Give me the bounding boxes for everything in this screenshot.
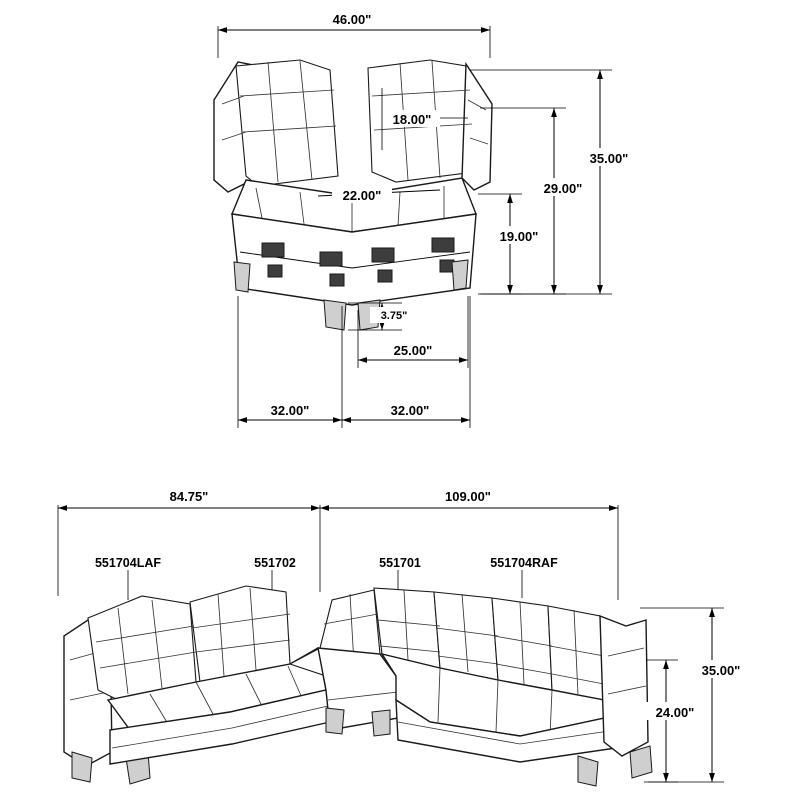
dim-18-00: 18.00" (392, 112, 432, 127)
dim-32-00-right: 32.00" (390, 403, 430, 418)
dim-109-00: 109.00" (445, 489, 491, 504)
dim-24-00: 24.00" (655, 705, 695, 720)
part-label-551704RAF: 551704RAF (490, 556, 558, 570)
sectional-drawing (58, 486, 752, 786)
dim-35-00-corner: 35.00" (589, 151, 629, 166)
dim-32-00-left: 32.00" (270, 403, 310, 418)
dim-22-00: 22.00" (342, 188, 382, 203)
dim-19-00: 19.00" (499, 229, 539, 244)
dim-3-75: 3.75" (380, 310, 408, 322)
part-label-551704LAF: 551704LAF (94, 556, 162, 570)
dim-46-00: 46.00" (332, 12, 372, 27)
dim-35-00-sectional: 35.00" (701, 663, 741, 678)
dim-84-75: 84.75" (169, 489, 209, 504)
part-label-551701: 551701 (379, 556, 421, 570)
dim-29-00: 29.00" (543, 181, 583, 196)
corner-unit-drawing (214, 8, 640, 428)
part-label-551702: 551702 (254, 556, 296, 570)
dim-25-00: 25.00" (393, 343, 433, 358)
